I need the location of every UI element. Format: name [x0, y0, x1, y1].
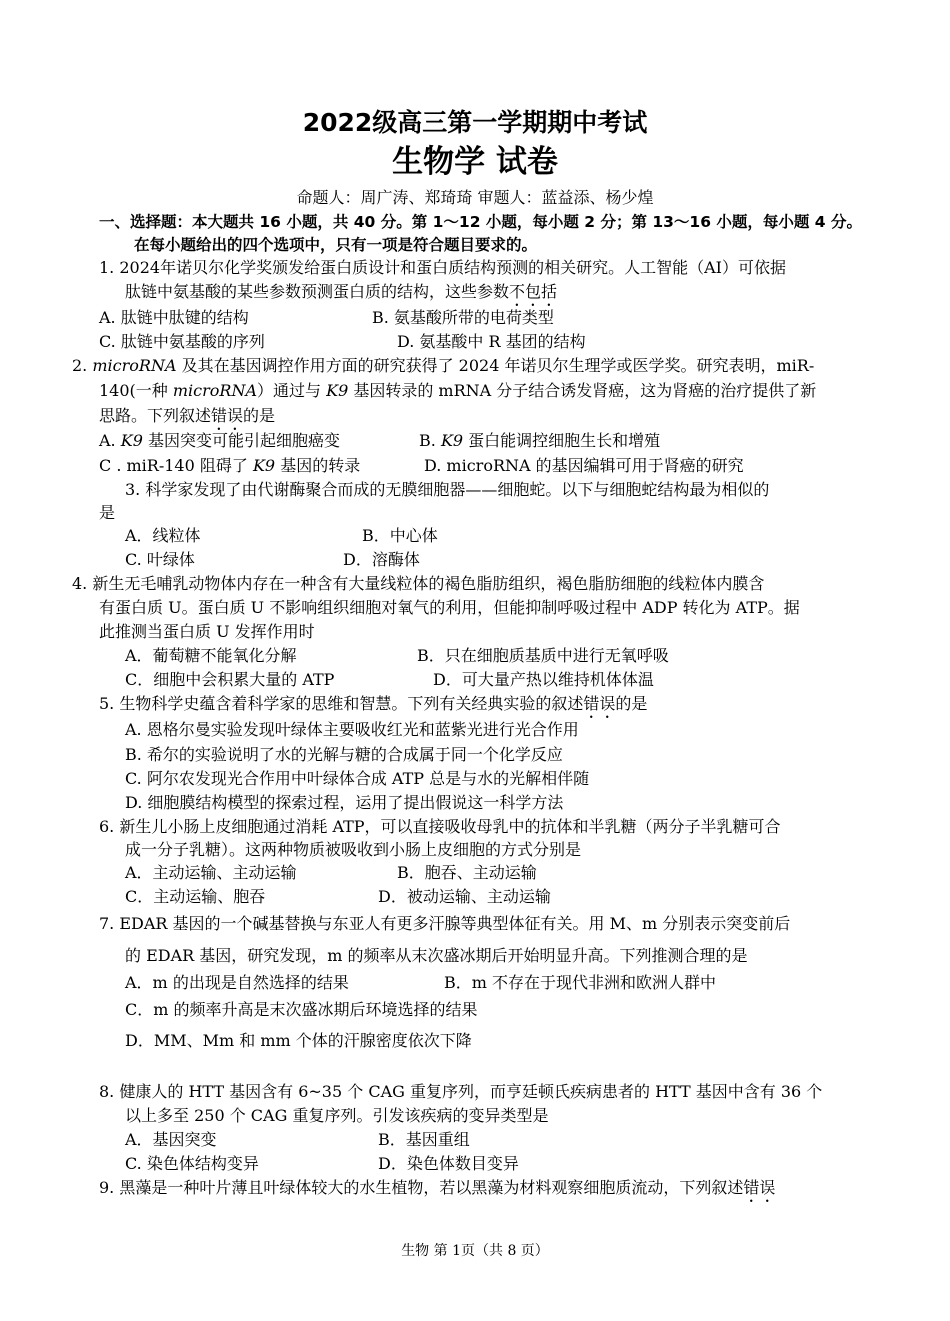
question-stem: 8. 健康人的 HTT 基因含有 6~35 个 CAG 重复序列，而亨廷顿氏疾病患者的 HTT 基因中含有 36 个 — [99, 1082, 823, 1101]
emphasis-text: 错误 — [211, 406, 244, 425]
stem-text: 肽链中氨基酸的某些参数预测蛋白质的结构，这些参数 — [125, 282, 510, 301]
question-stem: 1. 2024年诺贝尔化学奖颁发给蛋白质设计和蛋白质结构预测的相关研究。人工智能（AI）可依据 — [99, 258, 786, 277]
option-text: K9 — [252, 456, 276, 475]
question-stem: 7. EDAR 基因的一个碱基替换与东亚人有更多汗腺等典型体征有关。用 M、m 分别表示突变前后 — [99, 914, 791, 933]
option-c: C．细胞中会积累大量的 ATP — [125, 670, 335, 689]
option-b: B. 希尔的实验说明了水的光解与糖的合成属于同一个化学反应 — [125, 745, 563, 764]
question-stem: 有蛋白质 U。蛋白质 U 不影响组织细胞对氧气的利用，但能抑制呼吸过程中 ADP 转化为 ATP。据 — [99, 598, 800, 617]
question-stem — [99, 694, 647, 722]
option-b: B. 氨基酸所带的电荷类型 — [372, 308, 554, 327]
option-d: D．染色体数目变异 — [378, 1154, 519, 1173]
option-b: B．中心体 — [362, 526, 438, 545]
exam-authors: 命题人：周广涛、郑琦琦 审题人：蓝益添、杨少煌 — [296, 188, 654, 207]
question-stem: 以上多至 250 个 CAG 重复序列。引发该疾病的变异类型是 — [125, 1106, 549, 1125]
option-a: A．葡萄糖不能氧化分解 — [125, 646, 297, 665]
option-d: D. 氨基酸中 R 基团的结构 — [397, 332, 586, 351]
question-stem — [99, 406, 275, 434]
option-text: 蛋白能调控细胞生长和增殖 — [463, 431, 661, 450]
question-stem: 此推测当蛋白质 U 发挥作用时 — [99, 622, 315, 641]
question-stem — [125, 282, 557, 310]
section-instruction: 在每小题给出的四个选项中，只有一项是符合题目要求的。 — [134, 236, 538, 254]
question-stem: 是 — [99, 503, 116, 522]
question-stem: 4. 新生无毛哺乳动物体内存在一种含有大量线粒体的褐色脂肪组织，褐色脂肪细胞的线粒体内膜含 — [72, 574, 765, 593]
option-d: D．溶酶体 — [343, 550, 420, 569]
emphasis-text: 错误 — [583, 694, 616, 713]
option-text: A. — [99, 431, 121, 450]
option-a: A．主动运输、主动运输 — [125, 863, 297, 882]
option-c: C．m 的频率升高是末次盛冰期后环境选择的结果 — [125, 1000, 478, 1019]
option-b: B．基因重组 — [378, 1130, 470, 1149]
option-a — [99, 431, 340, 450]
option-text: 基因的转录 — [275, 456, 361, 475]
stem-text: 9. 黑藻是一种叶片薄且叶绿体较大的水生植物，若以黑藻为材料观察细胞质流动，下列叙述 — [99, 1178, 744, 1197]
stem-text: microRNA — [172, 381, 258, 400]
stem-text: 思路。下列叙述 — [99, 406, 212, 425]
question-stem — [99, 381, 816, 400]
option-c: C. 染色体结构变异 — [125, 1154, 259, 1173]
option-a: A．基因突变 — [125, 1130, 217, 1149]
option-a: A. 肽链中肽键的结构 — [99, 308, 249, 327]
option-text: 基因突变可能引起细胞癌变 — [142, 431, 340, 450]
stem-text: 的是 — [615, 694, 648, 713]
section-heading: 一、选择题：本大题共 16 小题，共 40 分。第 1～12 小题，每小题 2 分；第 13～16 小题，每小题 4 分。 — [99, 213, 862, 231]
option-c: C．主动运输、胞吞 — [125, 887, 266, 906]
emphasis-text: 不包括 — [509, 282, 558, 301]
option-c: C. 叶绿体 — [125, 550, 195, 569]
question-stem — [99, 1178, 775, 1206]
option-d: D．可大量产热以维持机体体温 — [433, 670, 654, 689]
option-c: C. 阿尔农发现光合作用中叶绿体合成 ATP 总是与水的光解相伴随 — [125, 769, 590, 788]
page-footer: 生物 第 1页（共 8 页） — [401, 1243, 549, 1259]
stem-text: 及其在基因调控作用方面的研究获得了 2024 年诺贝尔生理学或医学奖。研究表明，miR- — [176, 356, 815, 375]
question-stem: 3. 科学家发现了由代谢酶聚合而成的无膜细胞器——细胞蛇。以下与细胞蛇结构最为相似的 — [125, 480, 770, 499]
option-a: A. 恩格尔曼实验发现叶绿体主要吸收红光和蓝紫光进行光合作用 — [125, 720, 579, 739]
stem-text: microRNA — [92, 356, 177, 375]
option-d: D. 细胞膜结构模型的探索过程，运用了提出假说这一科学方法 — [125, 793, 564, 812]
option-text: B. — [419, 431, 441, 450]
option-c — [99, 456, 360, 475]
option-d: D．被动运输、主动运输 — [378, 887, 551, 906]
option-a: A．m 的出现是自然选择的结果 — [125, 973, 349, 992]
stem-text: K9 — [326, 381, 349, 400]
stem-text: ）通过与 — [257, 381, 327, 400]
option-b: B．m 不存在于现代非洲和欧洲人群中 — [444, 973, 717, 992]
question-stem — [72, 356, 814, 375]
stem-text: 的是 — [243, 406, 276, 425]
question-stem: 6. 新生儿小肠上皮细胞通过消耗 ATP，可以直接吸收母乳中的抗体和半乳糖（两分子半乳糖可合 — [99, 817, 781, 836]
option-d: D．MM、Mm 和 mm 个体的汗腺密度依次下降 — [125, 1031, 472, 1050]
stem-text: 5. 生物科学史蕴含着科学家的思维和智慧。下列有关经典实验的叙述 — [99, 694, 584, 713]
question-stem: 成一分子乳糖）。这两种物质被吸收到小肠上皮细胞的方式分别是 — [125, 840, 582, 859]
option-b: B．只在细胞质基质中进行无氧呼吸 — [417, 646, 669, 665]
stem-text: 140(一种 — [99, 381, 173, 400]
exam-title: 2022级高三第一学期期中考试 — [302, 108, 648, 137]
option-text: K9 — [120, 431, 143, 450]
option-text: C . miR-140 阻碍了 — [99, 456, 253, 475]
stem-text: 基因转录的 mRNA 分子结合诱发肾癌，这为肾癌的治疗提供了新 — [348, 381, 817, 400]
option-d: D. microRNA 的基因编辑可用于肾癌的研究 — [424, 456, 744, 475]
option-text: K9 — [440, 431, 464, 450]
option-a: A．线粒体 — [125, 526, 201, 545]
emphasis-text: 错误 — [743, 1178, 776, 1197]
exam-subtitle: 生物学 试卷 — [392, 144, 558, 180]
stem-text: 2. — [72, 356, 93, 375]
option-b: B．胞吞、主动运输 — [397, 863, 537, 882]
option-c: C. 肽链中氨基酸的序列 — [99, 332, 265, 351]
question-stem: 的 EDAR 基因，研究发现，m 的频率从末次盛冰期后开始明显升高。下列推测合理的是 — [125, 946, 748, 965]
option-b — [419, 431, 660, 450]
